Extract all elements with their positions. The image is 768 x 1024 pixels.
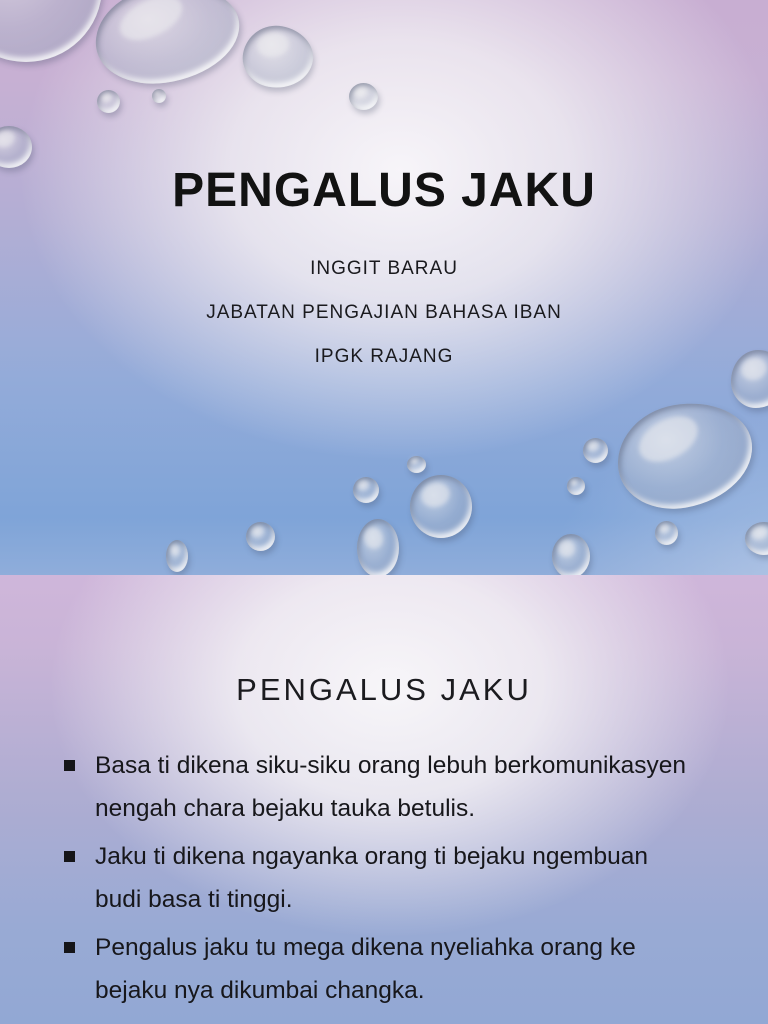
- water-droplet-icon: [745, 522, 768, 555]
- water-droplet-icon: [89, 0, 246, 92]
- bullet-square-icon: [64, 851, 75, 862]
- bullet-item: [64, 926, 708, 1012]
- bullet-line: budi basa ti tinggi.: [95, 886, 293, 914]
- slide-title: PENGALUS JAKU: [172, 164, 596, 217]
- water-droplet-icon: [552, 534, 590, 575]
- bullet-line: Jaku ti dikena ngayanka orang ti bejaku ngembuan: [95, 843, 648, 871]
- slide-subtitle-block: [0, 258, 768, 368]
- bullet-list: [64, 744, 708, 1012]
- water-droplet-icon: [357, 519, 399, 575]
- bullet-square-icon: [64, 760, 75, 771]
- slide-heading: PENGALUS JAKU: [236, 672, 532, 707]
- water-droplet-icon: [97, 90, 120, 113]
- bullet-line: Basa ti dikena siku-siku orang lebuh berkomunikasyen: [95, 752, 687, 780]
- water-droplet-icon: [567, 477, 585, 495]
- water-droplet-icon: [609, 393, 761, 518]
- bullet-line: bejaku nya dikumbai changka.: [95, 977, 425, 1005]
- bullet-line: Pengalus jaku tu mega dikena nyeliahka orang ke: [95, 934, 636, 962]
- water-droplet-icon: [166, 540, 188, 572]
- subtitle-institute: IPGK RAJANG: [314, 345, 454, 367]
- slide-2: [0, 575, 768, 1024]
- water-droplet-icon: [410, 475, 472, 538]
- water-droplet-icon: [407, 456, 426, 473]
- water-droplet-icon: [655, 521, 678, 545]
- bullet-item: [64, 835, 708, 921]
- bullet-square-icon: [64, 942, 75, 953]
- subtitle-department: JABATAN PENGAJIAN BAHASA IBAN: [206, 301, 562, 323]
- bullet-item: [64, 744, 708, 830]
- water-droplet-icon: [583, 438, 608, 463]
- water-droplet-icon: [0, 0, 102, 62]
- bullet-line: nengah chara bejaku tauka betulis.: [95, 795, 476, 823]
- water-droplet-icon: [238, 20, 318, 93]
- water-droplet-icon: [246, 522, 275, 551]
- water-droplet-icon: [353, 477, 379, 503]
- subtitle-author: INGGIT BARAU: [310, 258, 458, 280]
- water-droplet-icon: [0, 126, 32, 168]
- water-droplet-icon: [349, 83, 378, 110]
- water-droplet-icon: [152, 89, 166, 103]
